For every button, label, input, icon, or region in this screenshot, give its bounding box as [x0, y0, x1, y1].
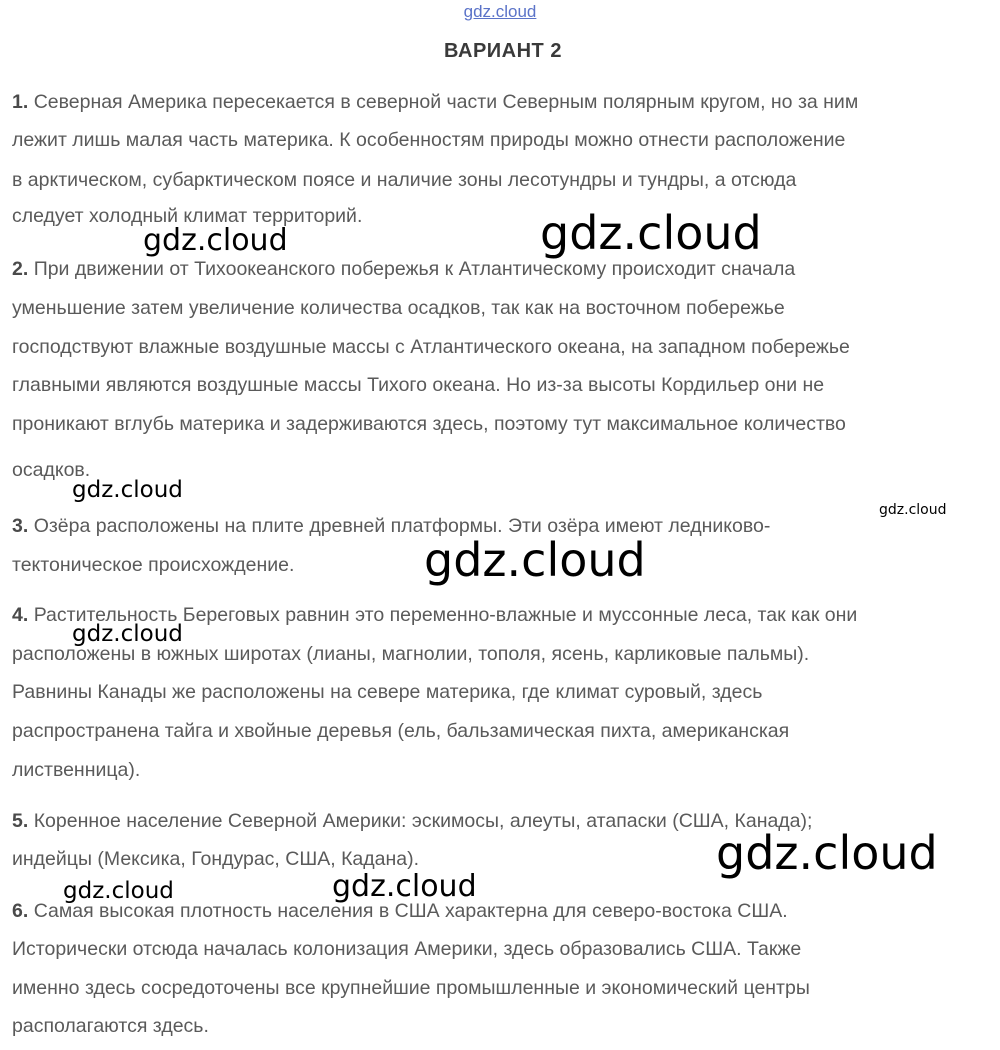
answer-line	[12, 257, 795, 281]
answer-line: распространена тайга и хвойные деревья (ель, бальзамическая пихта, американская	[12, 720, 790, 742]
answer-line: осадков.	[12, 459, 91, 481]
answer-text: Озёра расположены на плите древней платформы. Эти озёра имеют ледниково-	[33, 515, 771, 537]
answer-line: располагаются здесь.	[12, 1015, 209, 1037]
watermark: gdz.cloud	[716, 826, 938, 880]
watermark: gdz.cloud	[72, 477, 183, 503]
answer-number: 1.	[12, 91, 29, 113]
answer-line: Исторически отсюда началась колонизация Америки, здесь образовались США. Также	[12, 938, 802, 960]
answer-line: именно здесь сосредоточены все крупнейшие промышленные и экономический центры	[12, 977, 810, 999]
answer-line: Равнины Канады же расположены на севере материка, где климат суровый, здесь	[12, 681, 763, 703]
answer-number: 4.	[12, 604, 29, 626]
answer-line: тектоническое происхождение.	[12, 554, 295, 576]
page-title: ВАРИАНТ 2	[444, 40, 562, 62]
answer-line: следует холодный климат территорий.	[12, 205, 363, 227]
watermark: gdz.cloud	[72, 621, 183, 647]
watermark: gdz.cloud	[540, 206, 762, 260]
watermark: gdz.cloud	[63, 878, 174, 904]
answer-text: При движении от Тихоокеанского побережья к Атлантическому происходит сначала	[33, 258, 796, 280]
watermark: gdz.cloud	[879, 502, 947, 518]
answer-number: 6.	[12, 900, 29, 922]
answer-line: лиственница).	[12, 759, 141, 781]
answer-line: лежит лишь малая часть материка. К особенностям природы можно отнести расположение	[12, 129, 846, 151]
answer-line: уменьшение затем увеличение количества осадков, так как на восточном побережье	[12, 297, 785, 319]
watermark: gdz.cloud	[143, 223, 288, 258]
answer-number: 5.	[12, 810, 29, 832]
site-mark: gdz.cloud	[463, 2, 537, 21]
answer-line	[12, 90, 858, 114]
answer-text: Северная Америка пересекается в северной части Северным полярным кругом, но за ним	[33, 91, 859, 113]
answer-line: главными являются воздушные массы Тихого океана. Но из-за высоты Кордильер они не	[12, 374, 825, 396]
answer-line: проникают вглубь материка и задерживаются здесь, поэтому тут максимальное количество	[12, 413, 846, 435]
answer-text: Коренное население Северной Америки: эскимосы, алеуты, атапаски (США, Канада);	[33, 810, 813, 832]
answer-text: Самая высокая плотность населения в США характерна для северо-востока США.	[33, 900, 788, 922]
watermark: gdz.cloud	[332, 869, 477, 904]
answer-number: 3.	[12, 515, 29, 537]
answer-number: 2.	[12, 258, 29, 280]
answer-text: Растительность Береговых равнин это переменно-влажные и муссонные леса, так как они	[33, 604, 858, 626]
answer-line: господствуют влажные воздушные массы с Атлантического океана, на западном побережье	[12, 336, 850, 358]
answer-line	[12, 514, 770, 538]
answer-line: индейцы (Мексика, Гондурас, США, Кадана).	[12, 848, 420, 870]
answer-line	[12, 809, 812, 833]
answer-line: в арктическом, субарктическом поясе и наличие зоны лесотундры и тундры, а отсюда	[12, 169, 797, 191]
watermark: gdz.cloud	[424, 533, 646, 587]
answer-line: расположены в южных широтах (лианы, магнолии, тополя, ясень, карликовые пальмы).	[12, 643, 810, 665]
